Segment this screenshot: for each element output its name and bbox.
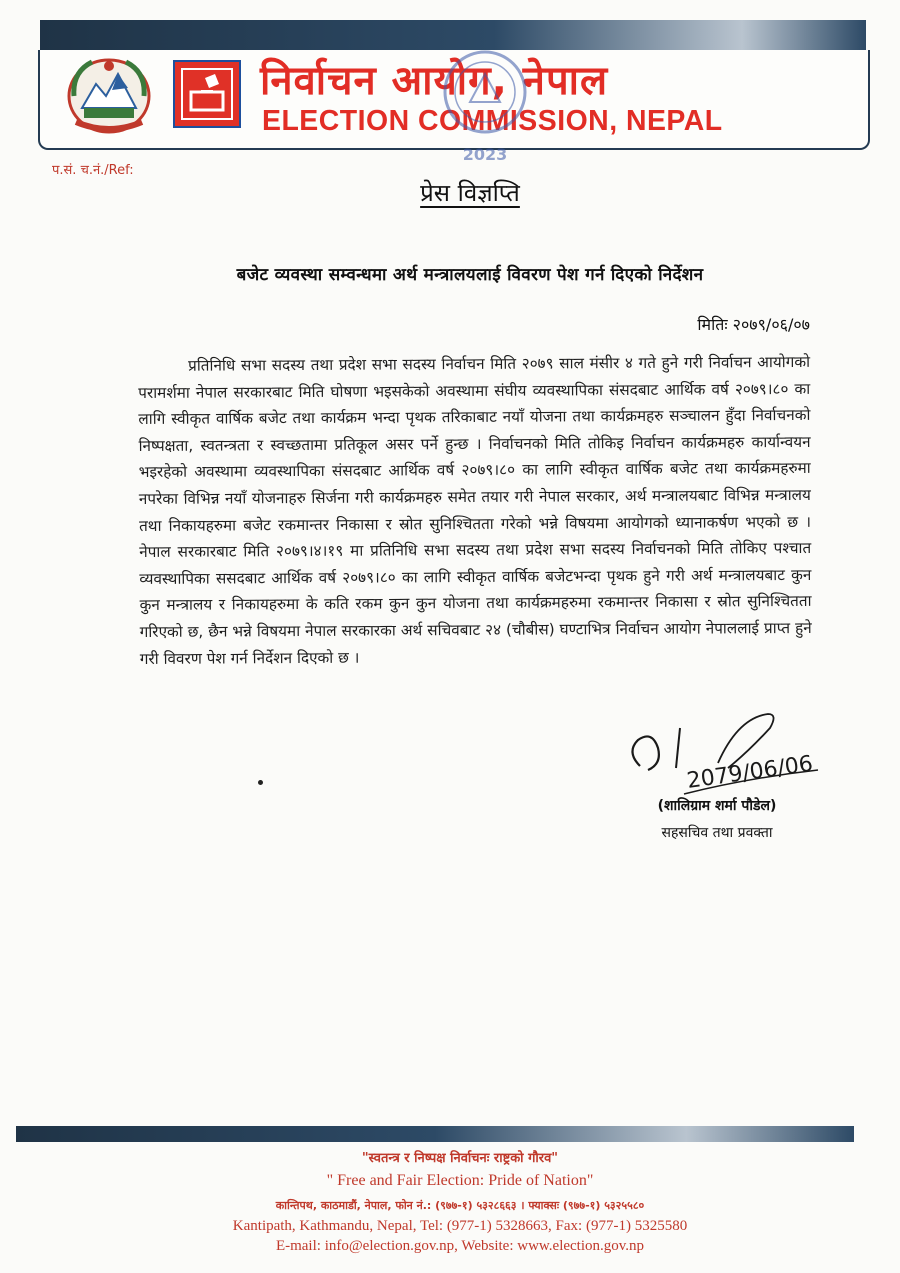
footer-address-english: Kantipath, Kathmandu, Nepal, Tel: (977-1) 5328663, Fax: (977-1) 5325580 (232, 1218, 688, 1234)
footer-contact: E-mail: info@election.gov.np, Website: www.election.gov.np (275, 1238, 645, 1254)
signatory-title: सहसचिव तथा प्रवक्ता (661, 825, 773, 841)
nepal-emblem-icon (62, 52, 156, 136)
page-title: प्रेस विज्ञप्ति (420, 179, 520, 207)
organization-name-english: ELECTION COMMISSION, NEPAL (262, 105, 723, 137)
body-paragraph: प्रतिनिधि सभा सदस्य तथा प्रदेश सभा सदस्य निर्वाचन मिति २०७९ साल मंसीर ४ गते हुने गरी निर्वाचन आयोगको परामर्शमा नेपाल सरकारबाट मिति घोषणा भइसकेको अवस्थामा संघीय व्यवस्थापिका संसदबाट आर्थिक वर्ष २०७९।८० का लागि स्वीकृत वार्षिक बजेट तथा कार्यक्रम भन्दा पृथक तरिकाबाट नयाँ योजना तथा कार्यक्रमहरु सञ्चालन हुँदा निर्वाचनको निष्पक्षता, स्वतन्त्रता र स्वच्छतामा प्रतिकूल असर पर्ने हुन्छ । निर्वाचनको मिति तोकिइ निर्वाचन कार्यक्रमहरु कार्यान्वयन भइरहेको अवस्थामा व्यवस्थापिका संसदबाट आर्थिक वर्ष २०७९।८० का लागि स्वीकृत वार्षिक बजेट तथा कार्यक्रमहरुमा नपरेका विभिन्न नयाँ योजनाहरु सिर्जना गरी कार्यक्रमहरु समेत तयार गरी नेपाल सरकार, अर्थ मन्त्रालयबाट विभिन्न मन्त्रालय तथा निकायहरुमा बजेट रकमान्तर निकासा र स्रोत सुनिश्चितता गरेको भन्ने विषयमा आयोगको ध्यानाकर्षण भएको छ । नेपाल सरकारबाट मिति २०७९।४।१९ मा प्रतिनिधि सभा सदस्य तथा प्रदेश सभा सदस्य निर्वाचनको मिति तोकिए पश्चात व्यवस्थापिका ससदबाट आर्थिक वर्ष २०७९।८० का लागि स्वीकृत वार्षिक बजेटभन्दा पृथक हुने गरी अर्थ मन्त्रालयबाट कुन कुन मन्त्रालय र निकायहरुमा के कति रकम कुन कुन योजना तथा कार्यक्रमहरुमा रकमान्तर निकासा र स्रोत सुनिश्चितता गरिएको छ, छैन भन्ने विषयमा नेपाल सरकारका अर्थ सचिवबाट २४ (चौबीस) घण्टाभित्र निर्वाचन आयोग नेपाललाई प्राप्त हुने गरी विवरण पेश गर्न निर्देशन दिएको छ । (138, 352, 812, 668)
footer-motto-english: " Free and Fair Election: Pride of Nation" (326, 1172, 594, 1189)
footer-address-nepali: कान्तिपथ, काठमाडौं, नेपाल, फोन नं.: (९७७-१) ५३२८६६३ । फ्याक्सः (९७७-१) ५३२५५८० (275, 1199, 645, 1212)
footer-bar (16, 1126, 854, 1142)
svg-text:2023: 2023 (462, 145, 508, 164)
subject-heading: बजेट व्यवस्था सम्वन्धमा अर्थ मन्त्रालयलाई विवरण पेश गर्न दिएको निर्देशन (236, 265, 704, 285)
ink-dot (258, 780, 263, 785)
reference-label: प.सं. च.नं./Ref: (52, 163, 134, 178)
organization-name-nepali: निर्वाचन आयोग, नेपाल (260, 58, 609, 104)
footer (150, 1148, 770, 1256)
footer-motto-nepali: "स्वतन्त्र र निष्पक्ष निर्वाचनः राष्ट्रको गौरव" (361, 1151, 559, 1166)
ballot-box-logo-icon (173, 60, 241, 128)
handwritten-signature (618, 708, 828, 803)
signatory-name: (शालिग्राम शर्मा पौडेल) (657, 798, 777, 814)
svg-text:2079/06/06: 2079/06/06 (685, 751, 815, 794)
commission-seal-stamp (430, 40, 540, 170)
issue-date: मितिः २०७९/०६/०७ (697, 315, 810, 334)
